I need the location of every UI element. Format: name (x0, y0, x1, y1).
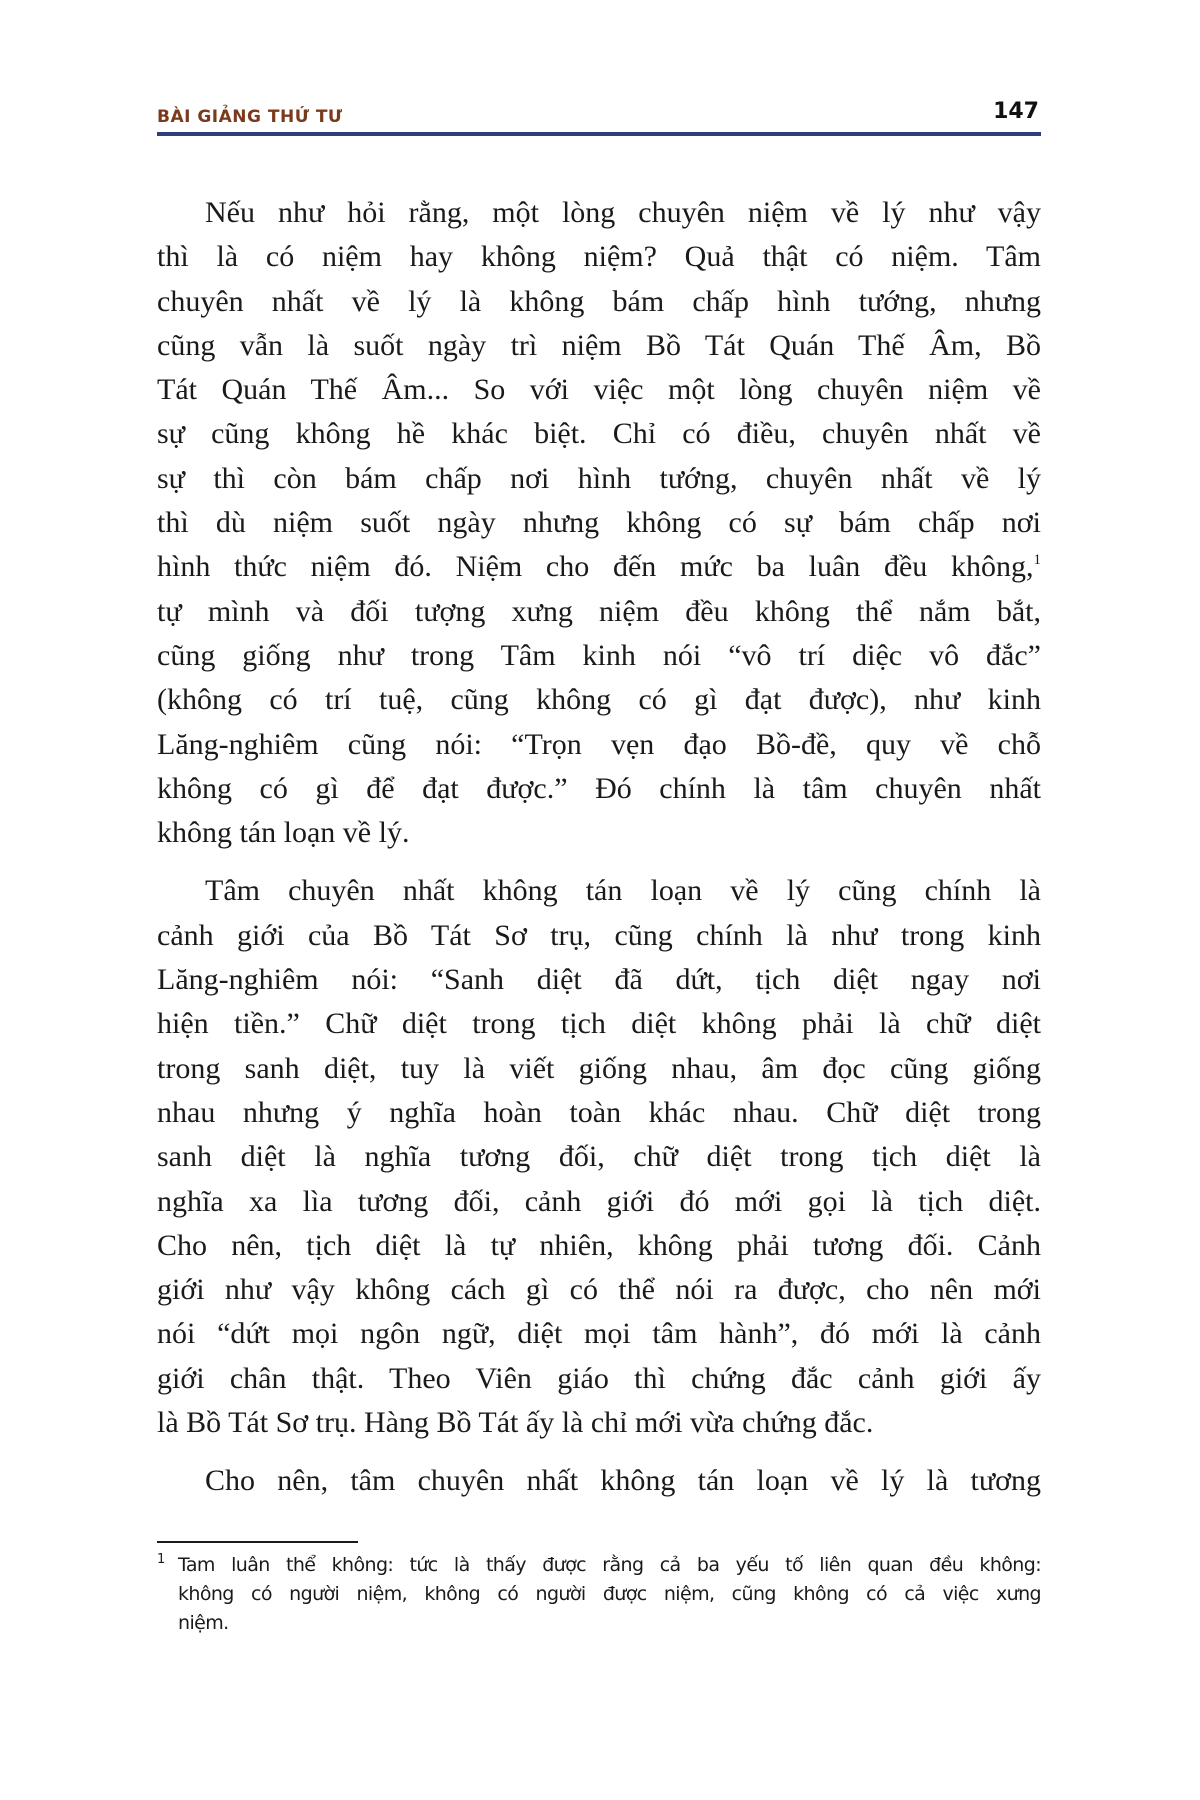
text-line: giới như vậy không cách gì có thể nói ra được, cho nên mới (157, 1273, 1041, 1307)
text-line: Nếu như hỏi rằng, một lòng chuyên niệm về lý như vậy (205, 196, 1041, 229)
chapter-title: BÀI GIẢNG THỨ TƯ (157, 107, 343, 127)
text-line: thì là có niệm hay không niệm? Quả thật có niệm. Tâm (157, 240, 1041, 274)
text-line: Lăng-nghiêm cũng nói: “Trọn vẹn đạo Bồ-đề, quy về chỗ (157, 727, 1041, 761)
text-line: Tâm chuyên nhất không tán loạn về lý cũng chính là (205, 874, 1041, 908)
text-line: Cho nên, tịch diệt là tự nhiên, không phải tương đối. Cảnh (157, 1228, 1041, 1262)
footnote-reference[interactable]: 1 (1033, 552, 1041, 569)
text-line: chuyên nhất về lý là không bám chấp hình tướng, nhưng (157, 284, 1041, 318)
footnote-text (178, 1551, 1041, 1638)
text-line: cũng giống như trong Tâm kinh nói “vô trí diệc vô đắc” (157, 638, 1041, 672)
text-line: tự mình và đối tượng xưng niệm đều không thể nắm bắt, (157, 594, 1041, 628)
footnote-line: niệm. (178, 1612, 229, 1634)
text-line: nghĩa xa lìa tương đối, cảnh giới đó mới gọi là tịch diệt. (157, 1184, 1041, 1218)
text-line: hiện tiền.” Chữ diệt trong tịch diệt không phải là chữ diệt (157, 1007, 1041, 1041)
page-number: 147 (993, 99, 1039, 124)
text-line: giới chân thật. Theo Viên giáo thì chứng đắc cảnh giới ấy (157, 1361, 1041, 1395)
footnote-line: Tam luân thể không: tức là thấy được rằng cả ba yếu tố liên quan đều không: (178, 1554, 1041, 1576)
text-line-content: hình thức niệm đó. Niệm cho đến mức ba luân đều không, (157, 550, 1034, 584)
paragraph-1 (157, 191, 1041, 855)
footnote-line: không có người niệm, không có người được niệm, cũng không có cả việc xưng (178, 1583, 1041, 1605)
text-line: trong sanh diệt, tuy là viết giống nhau, âm đọc cũng giống (157, 1051, 1041, 1085)
text-line: sanh diệt là nghĩa tương đối, chữ diệt trong tịch diệt là (157, 1140, 1041, 1174)
body-text (157, 191, 1041, 1518)
text-line: (không có trí tuệ, cũng không có gì đạt được), như kinh (157, 683, 1041, 717)
footnote-mark: 1 (157, 1552, 166, 1567)
paragraph-2 (157, 869, 1041, 1445)
paragraph-3 (157, 1459, 1041, 1503)
text-line: cũng vẫn là suốt ngày trì niệm Bồ Tát Quán Thế Âm, Bồ (157, 328, 1041, 362)
text-line: Tát Quán Thế Âm... So với việc một lòng chuyên niệm về (157, 373, 1041, 407)
text-line: nói “dứt mọi ngôn ngữ, diệt mọi tâm hành”, đó mới là cảnh (157, 1317, 1041, 1351)
text-line: thì dù niệm suốt ngày nhưng không có sự bám chấp nơi (157, 506, 1041, 540)
footnote-separator (157, 1541, 358, 1543)
text-line: Cho nên, tâm chuyên nhất không tán loạn về lý là tương (205, 1464, 1041, 1498)
text-line-with-footnote (157, 545, 1041, 589)
text-line: Lăng-nghiêm nói: “Sanh diệt đã dứt, tịch diệt ngay nơi (157, 963, 1041, 997)
text-line: không có gì để đạt được.” Đó chính là tâm chuyên nhất (157, 771, 1041, 805)
text-line: sự cũng không hề khác biệt. Chỉ có điều, chuyên nhất về (157, 417, 1041, 451)
text-line: không tán loạn về lý. (157, 816, 410, 850)
running-header (157, 100, 1041, 136)
text-line: nhau nhưng ý nghĩa hoàn toàn khác nhau. Chữ diệt trong (157, 1095, 1041, 1129)
header-rule (157, 132, 1041, 136)
footnote-1 (157, 1551, 1041, 1638)
text-line: là Bồ Tát Sơ trụ. Hàng Bồ Tát ấy là chỉ mới vừa chứng đắc. (157, 1406, 874, 1440)
text-line: sự thì còn bám chấp nơi hình tướng, chuyên nhất về lý (157, 461, 1041, 495)
text-line: cảnh giới của Bồ Tát Sơ trụ, cũng chính là như trong kinh (157, 918, 1041, 952)
